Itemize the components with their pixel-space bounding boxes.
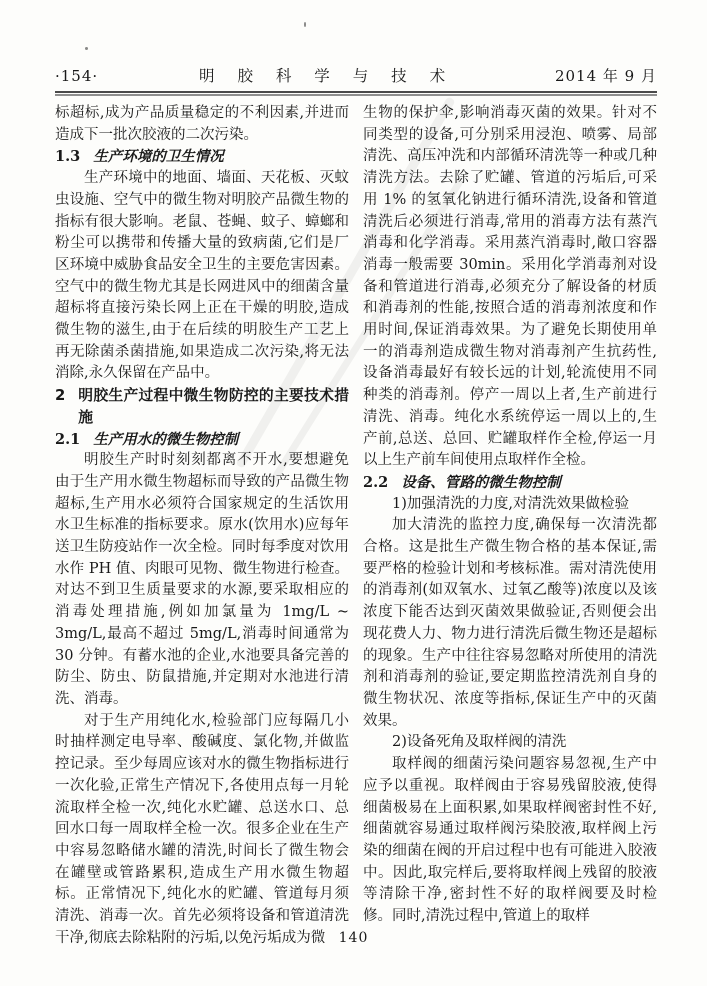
page-footer [0, 930, 707, 946]
subsection-heading [55, 429, 349, 451]
body-paragraph: 生产环境中的地面、墙面、天花板、灭蚊虫设施、空气中的微生物对明胶产品微生物的指标有很大影响。老鼠、苍蝇、蚊子、蟑螂和粉尘可以携带和传播大量的致病菌,它们是厂区环境中威胁食品安全卫生的主要危害因素。空气中的微生物尤其是长网进风中的细菌含量超标将直接污染长网上正在干燥的明胶,造成微生物的滋生,由于在后续的明胶生产工艺上再无除菌杀菌措施,如果造成二次污染,将无法消除,永久保留在产品中。 [55, 170, 349, 382]
page-header [55, 64, 657, 86]
heading-number: 1.3 [55, 148, 81, 166]
body-paragraph: 对于生产用纯化水,检验部门应每隔几小时抽样测定电导率、酸碱度、氯化物,并做监控记录。至少每周应该对水的微生物指标进行一次化验,正常生产情况下,各使用点每一月轮流取样全检一次,纯化水贮罐、总送水口、总回水口每一周取样全检一次。很多企业在生产中容易忽略储水罐的清洗,时间长了微生物会在罐壁或管路累积,造成生产用水微生物超标。正常情况下,纯化水的贮罐、管道每月须清洗、消毒一次。首先必须将设备和管道清洗干净,彻底去除粘附的污垢,以免污垢成为微 [55, 712, 349, 946]
heading-number: 2.2 [363, 473, 389, 491]
journal-title: 明 胶 科 学 与 技 术 [199, 67, 455, 85]
left-column [55, 103, 349, 949]
section-heading [55, 385, 349, 428]
body-paragraph: 取样阀的细菌污染问题容易忽视,生产中应予以重视。取样阀由于容易残留胶液,使得细菌极易在上面积累,如果取样阀密封性不好,细菌就容易通过取样阀污染胶液,取样阀上污染的细菌在阀的开启过程中也有可能进入胶液中。因此,取完样后,要将取样阀上残留的胶液等清除干净,密封性不好的取样阀要及时检修。同时,清洗过程中,管道上的取样 [363, 756, 657, 925]
scan-speck [304, 22, 306, 27]
body-paragraph: 明胶生产时时刻刻都离不开水,要想避免由于生产用水微生物超标而导致的产品微生物超标,生产用水必须符合国家规定的生活饮用水卫生标准的指标要求。原水(饮用水)应每年送卫生防疫站作一次全检。同时每季度对饮用水作 PH 值、肉眼可见物、微生物进行检查。对达不到卫生质量要求的水源,要采取相应的消毒处理措施,例如加氯量为 1mg/L ~ 3mg/L,最高不超过 5mg/L,消毒时间通常为 30 分钟。有蓄水池的企业,水池要具备完善的防尘、防虫、防鼠措施,并定期对水池进行清洗、消毒。 [55, 452, 349, 707]
body-paragraph: 2)设备死角及取样阀的清洗 [392, 734, 567, 751]
header-rule [55, 91, 657, 93]
body-paragraph: 生物的保护伞,影响消毒灭菌的效果。针对不同类型的设备,可分别采用浸泡、喷雾、局部清洗、高压冲洗和内部循环清洗等一种或几种清洗方法。去除了贮罐、管道的污垢后,可采用 1% 的氢氧化钠进行循环清洗,设备和管道清洗后必须进行消毒,常用的消毒方法有蒸汽消毒和化学消毒。采用蒸汽消毒时,敞口容器消毒一般需要 30min。采用化学消毒剂对设备和管道进行消毒,必须充分了解设备的材质和消毒剂的性能,按照合适的消毒剂浓度和作用时间,保证消毒效果。为了避免长期使用单一的消毒剂造成微生物对消毒剂产生抗药性,设备消毒最好有较长远的计划,轮流使用不同种类的消毒剂。停产一周以上者,生产前进行清洗、消毒。纯化水系统停运一周以上的,生产前,总送、总回、贮罐取样作全检,停运一月以上生产前车间使用点取样作全检。 [363, 105, 657, 469]
scan-speck [85, 47, 88, 50]
header-page-number: ·154· [55, 67, 99, 85]
right-column [363, 103, 657, 949]
subsection-heading [363, 472, 657, 494]
body-paragraph: 加大清洗的监控力度,确保每一次清洗都合格。这是批生产微生物合格的基本保证,需要严格的检验计划和考核标准。需对清洗使用的消毒剂(如双氧水、过氧乙酸等)浓度以及该浓度下能否达到灭菌效果做验证,否则便会出现花费人力、物力进行清洗后微生物还是超标的现象。生产中往往容易忽略对所使用的清洗剂和消毒剂的验证,要定期监控清洗剂自身的微生物状况、浓度等指标,保证生产中的灭菌效果。 [363, 517, 657, 729]
issue-date: 2014 年 9 月 [554, 67, 657, 85]
heading-number: 2.1 [55, 430, 81, 448]
heading-text: 设备、管路的微生物控制 [401, 473, 561, 491]
heading-text: 生产用水的微生物控制 [93, 430, 239, 448]
heading-number: 2 [55, 387, 66, 405]
heading-text: 生产环境的卫生情况 [93, 148, 224, 166]
body-paragraph: 1)加强清洗的力度,对清洗效果做检验 [392, 495, 629, 512]
heading-text: 明胶生产过程中微生物防控的主要技术措施 [78, 387, 349, 426]
footer-page-number: 140 [338, 930, 369, 946]
article-body [55, 103, 657, 949]
body-paragraph: 标超标,成为产品质量稳定的不利因素,并进而造成下一批次胶液的二次污染。 [55, 105, 349, 143]
subsection-heading [55, 146, 349, 168]
